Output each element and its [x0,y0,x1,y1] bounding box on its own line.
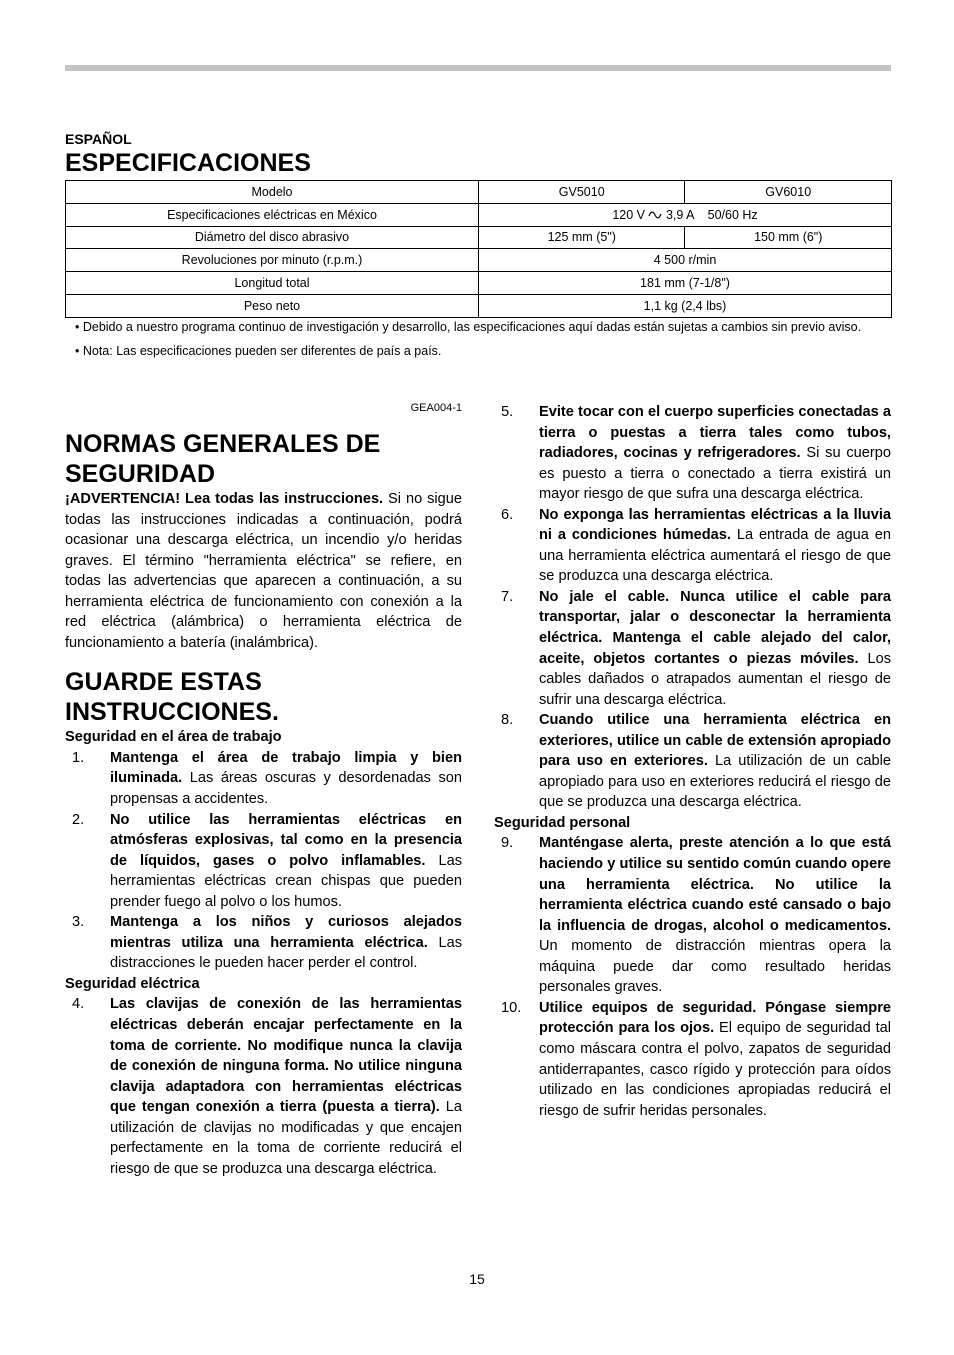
model-b: GV6010 [685,181,892,204]
warning-paragraph [65,489,462,653]
item-bold: No utilice las herramientas eléctricas en atmósferas explosivas, tal como en la presencia de líquidos, gases o polvo inflamables. [110,811,462,869]
item-number: 1. [72,749,85,766]
weight-value: 1,1 kg (2,4 lbs) [479,294,892,317]
item-bold: Utilice equipos de seguridad. Póngase siempre protección para los ojos. [539,999,891,1037]
safety-title-line2: SEGURIDAD [65,460,216,488]
document-code: GEA004-1 [410,402,462,414]
length-value: 181 mm (7-1/8") [479,272,892,295]
list-item [65,912,462,974]
item-bold: Manténgase alerta, preste atención a lo que está haciendo y utilice su sentido común cuando opere una herramienta eléctrica. No utilice la herramienta eléctrica cuando esté cansado o bajo la influencia de drogas, alcohol o medicamentos. [539,835,891,934]
item-text [110,912,462,974]
list-item [494,998,891,1121]
table-row [66,226,892,249]
item-number: 6. [501,506,514,523]
item-number: 9. [501,835,514,852]
list-item [65,748,462,810]
safety-title-line1: NORMAS GENERALES DE [65,430,381,458]
electrical-value [479,203,892,226]
list-item [65,810,462,913]
list-item [65,994,462,1179]
note-changes: • Debido a nuestro programa continuo de investigación y desarrollo, las especificaciones aquí dadas están sujetas a cambios sin previo aviso. [75,320,862,334]
voltage-value: 120 V [612,207,645,222]
alternating-current-icon [648,211,662,219]
item-number: 10. [501,999,522,1016]
item-bold: Evite tocar con el cuerpo superficies conectadas a tierra o puestas a tierra tales como tubos, radiadores, cocinas y refrigeradores. [539,404,891,462]
item-number: 7. [501,588,514,605]
specifications-title: ESPECIFICACIONES [65,149,311,177]
weight-label: Peso neto [66,294,479,317]
table-row [66,272,892,295]
list-item [494,402,891,505]
item-body: Un momento de distracción mientras opera la máquina puede dar como resultado heridas personales graves. [539,938,891,996]
personal-heading: Seguridad personal [494,814,631,831]
save-title-line2: INSTRUCCIONES. [65,698,279,727]
item-text [539,587,891,710]
item-text [110,810,462,913]
length-label: Longitud total [66,272,479,295]
item-body: Las distracciones le pueden hacer perder el control. [110,934,462,972]
specification-notes [75,318,875,366]
table-row [66,181,892,204]
right-column [494,402,891,1121]
item-text [539,833,891,997]
item-bold: No jale el cable. Nunca utilice el cable para transportar, jalar o desconectar la herramienta eléctrica. Mantenga el cable alejado del calor, aceite, objetos cortantes o piezas móviles. [539,588,891,667]
work-area-heading: Seguridad en el área de trabajo [65,729,282,746]
disc-label: Diámetro del disco abrasivo [66,226,479,249]
disc-b: 150 mm (6") [685,226,892,249]
warning-text: Si no sigue todas las instrucciones indicadas a continuación, podrá ocasionar una descarga eléctrica, un incendio y/o heridas graves. El término "herramienta eléctrica" se refiere, en todas las advertencias que aparecen a continuación, a su herramienta eléctrica de funcionamiento con conexión a la red eléctrica (alámbrica) o herramienta eléctrica de funcionamiento a batería (inalámbrica). [65,491,462,651]
item-bold: Mantenga el área de trabajo limpia y bien iluminada. [110,749,462,787]
safety-title [65,429,462,489]
item-bold: Mantenga a los niños y curiosos alejados mientras utiliza una herramienta eléctrica. [110,914,462,951]
amperage-frequency-value: 3,9 A 50/60 Hz [665,207,758,222]
table-row [66,249,892,272]
list-item [494,505,891,587]
save-instructions-title [65,667,462,727]
item-bold: No exponga las herramientas eléctricas a la lluvia ni a condiciones húmedas. [539,506,891,544]
electrical-label: Especificaciones eléctricas en México [66,203,479,226]
item-number: 3. [72,914,85,931]
table-row [66,203,892,226]
model-label: Modelo [66,181,479,204]
table-row [66,294,892,317]
item-text [539,402,891,505]
rpm-label: Revoluciones por minuto (r.p.m.) [66,249,479,272]
specifications-table [65,180,892,318]
item-body: La utilización de un cable apropiado para uso en exteriores reducirá el riesgo de que se produzca una descarga eléctrica. [539,753,891,811]
item-number: 5. [501,404,514,420]
list-item [494,710,891,813]
warning-bold: ¡ADVERTENCIA! Lea todas las instrucciones. [65,491,384,507]
item-body: La utilización de clavijas no modificadas y que encajen perfectamente en la toma de corriente reducirá el riesgo de que se produzca una descarga eléctrica. [110,1099,462,1177]
top-rule [65,65,891,71]
item-text [539,710,891,813]
item-text [539,505,891,587]
item-number: 2. [72,811,85,828]
item-text [110,748,462,810]
item-bold: Las clavijas de conexión de las herramientas eléctricas deberán encajar perfectamente en la toma de corriente. No modifique nunca la clavija de conexión de ninguna forma. No utilice ninguna clavija adaptadora con herramientas eléctricas que tengan conexión a tierra (puesta a tierra). [110,996,462,1116]
item-body: Los cables dañados o atrapados aumentan el riesgo de sufrir una descarga eléctrica. [539,650,891,708]
language-label: ESPAÑOL [65,131,132,147]
item-body: Si su cuerpo es puesto a tierra o conectado a tierra existirá un mayor riesgo de que sufra una descarga eléctrica. [539,445,891,503]
item-text [110,994,462,1179]
note-country: • Nota: Las especificaciones pueden ser diferentes de país a país. [75,344,442,358]
list-item [494,833,891,997]
item-body: La entrada de agua en una herramienta eléctrica aumentará el riesgo de que se produzca una descarga eléctrica. [539,527,891,585]
disc-a: 125 mm (5") [479,226,685,249]
item-body: El equipo de seguridad tal como máscara contra el polvo, zapatos de seguridad antiderrapantes, casco rígido y protección para oídos utilizado en las condiciones apropiadas reducirá el riesgo de sufrir heridas personales. [539,1020,891,1119]
model-a: GV5010 [479,181,685,204]
item-body: Las herramientas eléctricas crean chispas que pueden prender fuego al polvo o los humos. [110,852,462,910]
item-bold: Cuando utilice una herramienta eléctrica en exteriores, utilice un cable de extensión apropiado para uso en exteriores. [539,712,891,770]
electrical-heading: Seguridad eléctrica [65,975,200,992]
left-column [65,429,462,1179]
item-body: Las áreas oscuras y desordenadas son propensas a accidentes. [110,770,462,808]
item-number: 4. [72,996,85,1013]
page-number: 15 [469,1271,485,1287]
item-number: 8. [501,712,514,729]
list-item [494,587,891,710]
item-text [539,998,891,1121]
rpm-value: 4 500 r/min [479,249,892,272]
save-title-line1: GUARDE ESTAS [65,668,262,697]
